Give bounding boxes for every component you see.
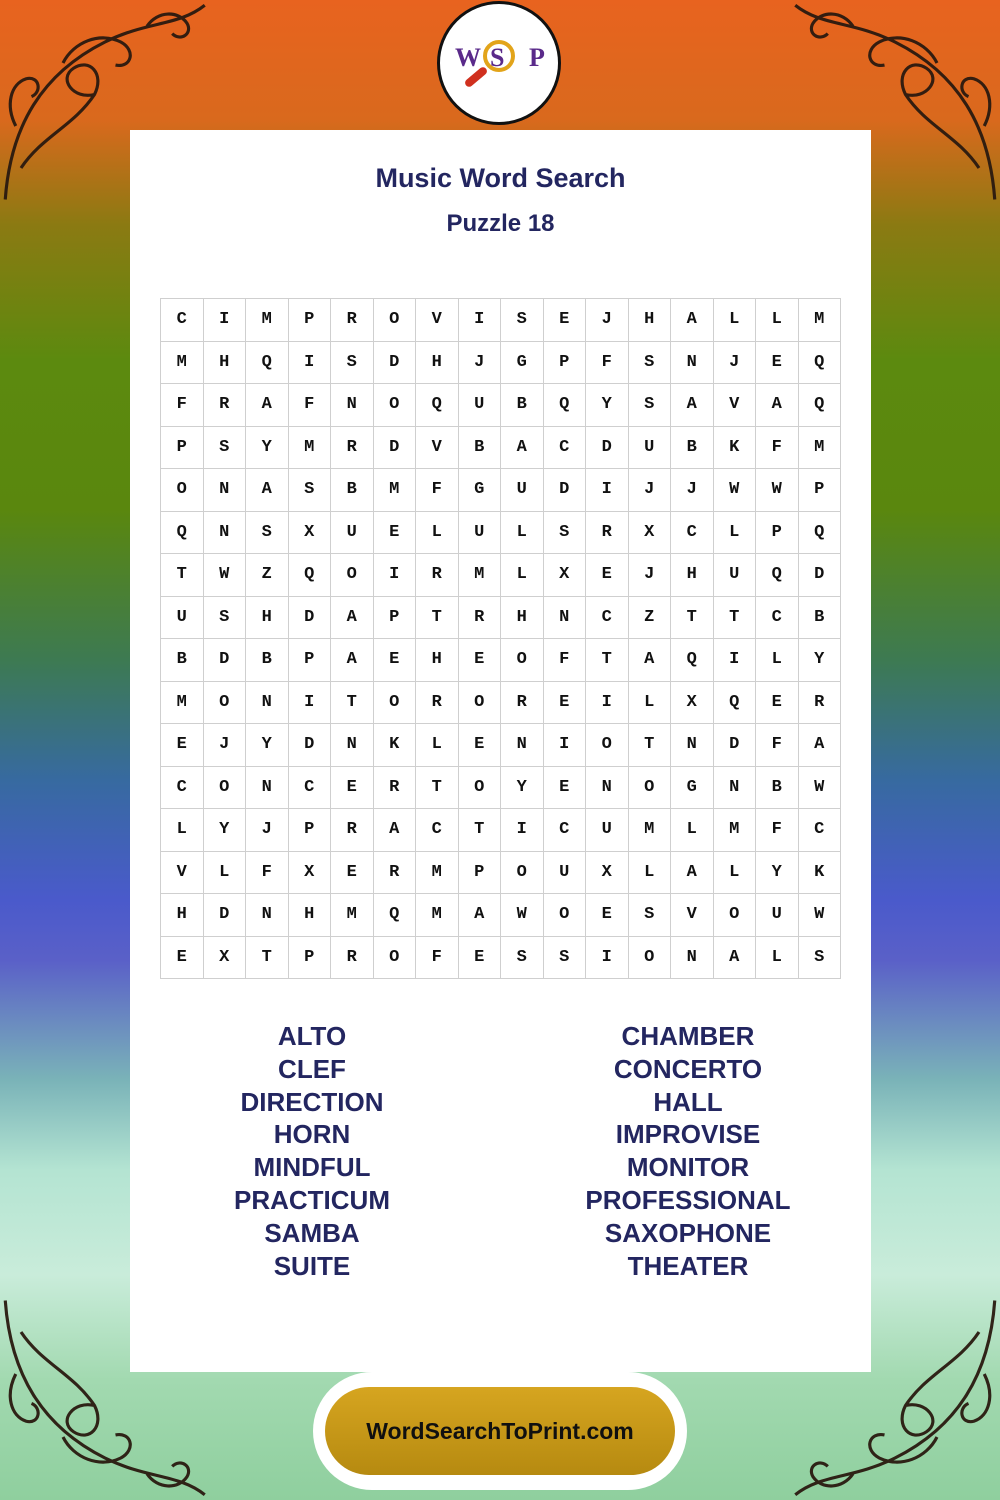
grid-cell: H <box>671 554 714 597</box>
grid-cell: G <box>671 767 714 810</box>
grid-cell: C <box>161 299 204 342</box>
grid-cell: O <box>374 299 417 342</box>
grid-cell: H <box>501 597 544 640</box>
grid-cell: S <box>629 342 672 385</box>
grid-cell: Q <box>671 639 714 682</box>
grid-cell: C <box>416 809 459 852</box>
word-item: PRACTICUM <box>234 1184 390 1215</box>
grid-cell: P <box>544 342 587 385</box>
grid-cell: I <box>586 937 629 980</box>
logo-letter-w: W <box>455 43 481 72</box>
grid-cell: B <box>459 427 502 470</box>
grid-cell: C <box>544 427 587 470</box>
grid-cell: P <box>374 597 417 640</box>
word-item: CONCERTO <box>613 1053 763 1084</box>
grid-cell: R <box>374 852 417 895</box>
grid-cell: O <box>374 682 417 725</box>
grid-cell: E <box>161 937 204 980</box>
grid-cell: H <box>246 597 289 640</box>
word-item: HORN <box>273 1119 351 1150</box>
grid-cell: N <box>671 342 714 385</box>
page-title: Music Word Search <box>375 163 626 193</box>
grid-cell: J <box>204 724 247 767</box>
grid-cell: F <box>756 809 799 852</box>
grid-cell: A <box>331 597 374 640</box>
grid-cell: E <box>756 682 799 725</box>
grid-cell: R <box>331 809 374 852</box>
grid-cell: S <box>544 937 587 980</box>
grid-cell: N <box>586 767 629 810</box>
word-list-right <box>528 1020 848 1282</box>
word-item: DIRECTION <box>240 1086 384 1117</box>
grid-cell: R <box>799 682 842 725</box>
grid-cell: N <box>501 724 544 767</box>
grid-cell: Q <box>544 384 587 427</box>
grid-cell: N <box>204 469 247 512</box>
grid-cell: J <box>459 342 502 385</box>
grid-cell: H <box>204 342 247 385</box>
grid-cell: R <box>501 682 544 725</box>
grid-cell: N <box>331 724 374 767</box>
grid-cell: F <box>161 384 204 427</box>
grid-cell: T <box>714 597 757 640</box>
grid-cell: E <box>586 894 629 937</box>
grid-cell: O <box>586 724 629 767</box>
grid-cell: R <box>331 299 374 342</box>
grid-cell: Q <box>799 512 842 555</box>
grid-cell: P <box>459 852 502 895</box>
grid-cell: J <box>714 342 757 385</box>
grid-cell: R <box>459 597 502 640</box>
grid-cell: D <box>204 894 247 937</box>
logo-letter-s: S <box>490 43 505 72</box>
grid-cell: W <box>714 469 757 512</box>
grid-cell: X <box>289 852 332 895</box>
grid-cell: Y <box>586 384 629 427</box>
grid-cell: V <box>671 894 714 937</box>
grid-cell: Q <box>246 342 289 385</box>
grid-cell: R <box>586 512 629 555</box>
grid-cell: V <box>161 852 204 895</box>
grid-cell: O <box>204 682 247 725</box>
grid-cell: N <box>671 937 714 980</box>
grid-cell: W <box>756 469 799 512</box>
grid-cell: L <box>714 852 757 895</box>
grid-cell: N <box>671 724 714 767</box>
grid-cell: E <box>331 767 374 810</box>
puzzle-number: Puzzle 18 <box>446 210 555 237</box>
grid-cell: J <box>671 469 714 512</box>
grid-cell: I <box>459 299 502 342</box>
grid-cell: U <box>459 512 502 555</box>
grid-cell: M <box>714 809 757 852</box>
grid-cell: M <box>799 299 842 342</box>
grid-cell: Q <box>289 554 332 597</box>
grid-cell: B <box>331 469 374 512</box>
grid-cell: X <box>289 512 332 555</box>
grid-cell: T <box>246 937 289 980</box>
grid-cell: I <box>374 554 417 597</box>
grid-cell: N <box>246 682 289 725</box>
grid-cell: S <box>629 384 672 427</box>
grid-cell: U <box>586 809 629 852</box>
grid-cell: J <box>629 554 672 597</box>
grid-cell: J <box>586 299 629 342</box>
grid-cell: C <box>586 597 629 640</box>
grid-cell: X <box>629 512 672 555</box>
word-item: MONITOR <box>626 1152 750 1183</box>
grid-cell: S <box>331 342 374 385</box>
grid-cell: A <box>629 639 672 682</box>
word-item: ALTO <box>277 1021 347 1051</box>
grid-cell: Y <box>204 809 247 852</box>
grid-cell: N <box>246 767 289 810</box>
grid-cell: Y <box>246 427 289 470</box>
grid-cell: F <box>416 469 459 512</box>
grid-cell: E <box>544 767 587 810</box>
grid-cell: A <box>799 724 842 767</box>
grid-cell: S <box>204 427 247 470</box>
grid-cell: E <box>586 554 629 597</box>
grid-cell: D <box>374 342 417 385</box>
site-logo[interactable] <box>437 1 561 125</box>
letter-grid <box>160 298 841 979</box>
grid-cell: A <box>714 937 757 980</box>
grid-cell: N <box>204 512 247 555</box>
word-item: PROFESSIONAL <box>585 1184 791 1215</box>
grid-cell: Q <box>799 342 842 385</box>
grid-cell: P <box>289 937 332 980</box>
grid-cell: Q <box>714 682 757 725</box>
grid-cell: P <box>161 427 204 470</box>
grid-cell: V <box>714 384 757 427</box>
grid-cell: M <box>416 894 459 937</box>
grid-cell: S <box>501 299 544 342</box>
grid-cell: E <box>459 639 502 682</box>
grid-cell: X <box>586 852 629 895</box>
grid-cell: W <box>501 894 544 937</box>
grid-cell: L <box>416 512 459 555</box>
grid-cell: O <box>501 852 544 895</box>
logo-letter-p: P <box>529 43 545 72</box>
grid-cell: O <box>629 937 672 980</box>
grid-cell: T <box>671 597 714 640</box>
grid-cell: Y <box>246 724 289 767</box>
grid-cell: S <box>501 937 544 980</box>
grid-cell: U <box>161 597 204 640</box>
grid-cell: E <box>544 682 587 725</box>
grid-cell: A <box>459 894 502 937</box>
grid-cell: N <box>714 767 757 810</box>
grid-cell: T <box>416 767 459 810</box>
grid-cell: R <box>416 682 459 725</box>
grid-cell: O <box>459 682 502 725</box>
word-list-left <box>152 1020 472 1282</box>
grid-cell: L <box>416 724 459 767</box>
grid-cell: A <box>756 384 799 427</box>
grid-cell: C <box>289 767 332 810</box>
word-item: CHAMBER <box>621 1021 755 1051</box>
grid-cell: F <box>756 427 799 470</box>
grid-cell: O <box>161 469 204 512</box>
word-item: CLEF <box>278 1053 346 1084</box>
grid-cell: A <box>374 809 417 852</box>
grid-cell: R <box>204 384 247 427</box>
grid-cell: L <box>204 852 247 895</box>
grid-cell: A <box>331 639 374 682</box>
grid-cell: F <box>246 852 289 895</box>
grid-cell: I <box>544 724 587 767</box>
grid-cell: N <box>544 597 587 640</box>
grid-cell: W <box>799 894 842 937</box>
grid-cell: X <box>671 682 714 725</box>
grid-cell: M <box>374 469 417 512</box>
grid-cell: H <box>289 894 332 937</box>
grid-cell: U <box>714 554 757 597</box>
grid-cell: I <box>586 469 629 512</box>
grid-cell: L <box>629 852 672 895</box>
grid-cell: J <box>629 469 672 512</box>
grid-cell: Q <box>161 512 204 555</box>
word-item: SAMBA <box>264 1217 360 1248</box>
grid-cell: V <box>416 299 459 342</box>
grid-cell: A <box>501 427 544 470</box>
grid-cell: I <box>714 639 757 682</box>
grid-cell: D <box>586 427 629 470</box>
grid-cell: P <box>289 299 332 342</box>
grid-cell: K <box>799 852 842 895</box>
grid-cell: O <box>374 384 417 427</box>
grid-cell: O <box>629 767 672 810</box>
grid-cell: X <box>204 937 247 980</box>
grid-cell: M <box>161 682 204 725</box>
grid-cell: U <box>331 512 374 555</box>
grid-cell: M <box>459 554 502 597</box>
grid-cell: M <box>629 809 672 852</box>
grid-cell: A <box>671 384 714 427</box>
grid-cell: B <box>756 767 799 810</box>
grid-cell: P <box>756 512 799 555</box>
grid-cell: F <box>586 342 629 385</box>
grid-cell: S <box>246 512 289 555</box>
grid-cell: Q <box>416 384 459 427</box>
grid-cell: F <box>289 384 332 427</box>
grid-cell: D <box>204 639 247 682</box>
grid-cell: X <box>544 554 587 597</box>
grid-cell: O <box>714 894 757 937</box>
grid-cell: C <box>799 809 842 852</box>
grid-cell: F <box>756 724 799 767</box>
grid-cell: E <box>374 639 417 682</box>
grid-cell: C <box>161 767 204 810</box>
grid-cell: I <box>289 342 332 385</box>
grid-cell: U <box>629 427 672 470</box>
grid-cell: Z <box>629 597 672 640</box>
grid-cell: O <box>374 937 417 980</box>
grid-cell: A <box>246 384 289 427</box>
grid-cell: S <box>544 512 587 555</box>
grid-cell: L <box>714 512 757 555</box>
grid-cell: B <box>246 639 289 682</box>
grid-cell: O <box>501 639 544 682</box>
word-item: SUITE <box>273 1250 351 1281</box>
grid-cell: M <box>289 427 332 470</box>
word-item: MINDFUL <box>253 1152 371 1183</box>
grid-cell: P <box>289 809 332 852</box>
grid-cell: Y <box>501 767 544 810</box>
grid-cell: P <box>799 469 842 512</box>
grid-cell: N <box>246 894 289 937</box>
grid-cell: K <box>374 724 417 767</box>
grid-cell: E <box>756 342 799 385</box>
grid-cell: L <box>501 554 544 597</box>
grid-cell: A <box>246 469 289 512</box>
grid-cell: A <box>671 852 714 895</box>
grid-cell: Z <box>246 554 289 597</box>
grid-cell: V <box>416 427 459 470</box>
grid-cell: I <box>289 682 332 725</box>
grid-cell: E <box>544 299 587 342</box>
grid-cell: L <box>756 639 799 682</box>
grid-cell: I <box>501 809 544 852</box>
grid-cell: H <box>161 894 204 937</box>
word-item: SAXOPHONE <box>604 1217 772 1248</box>
grid-cell: I <box>586 682 629 725</box>
grid-cell: W <box>799 767 842 810</box>
grid-cell: R <box>331 937 374 980</box>
grid-cell: O <box>331 554 374 597</box>
grid-cell: Q <box>756 554 799 597</box>
grid-cell: N <box>331 384 374 427</box>
grid-cell: T <box>459 809 502 852</box>
grid-cell: S <box>289 469 332 512</box>
grid-cell: K <box>714 427 757 470</box>
grid-cell: R <box>416 554 459 597</box>
grid-cell: H <box>629 299 672 342</box>
grid-cell: U <box>459 384 502 427</box>
grid-cell: L <box>671 809 714 852</box>
grid-cell: S <box>629 894 672 937</box>
grid-cell: S <box>799 937 842 980</box>
grid-cell: T <box>586 639 629 682</box>
grid-cell: O <box>459 767 502 810</box>
grid-cell: U <box>756 894 799 937</box>
grid-cell: M <box>246 299 289 342</box>
grid-cell: L <box>756 299 799 342</box>
grid-cell: E <box>459 937 502 980</box>
grid-cell: L <box>161 809 204 852</box>
grid-cell: D <box>289 597 332 640</box>
grid-cell: L <box>756 937 799 980</box>
grid-cell: S <box>204 597 247 640</box>
grid-cell: F <box>544 639 587 682</box>
grid-cell: C <box>756 597 799 640</box>
grid-cell: D <box>714 724 757 767</box>
grid-cell: J <box>246 809 289 852</box>
grid-cell: T <box>161 554 204 597</box>
grid-cell: M <box>799 427 842 470</box>
grid-cell: Y <box>756 852 799 895</box>
grid-cell: W <box>204 554 247 597</box>
grid-cell: Q <box>374 894 417 937</box>
grid-cell: D <box>374 427 417 470</box>
grid-cell: G <box>501 342 544 385</box>
grid-cell: B <box>671 427 714 470</box>
grid-cell: M <box>416 852 459 895</box>
grid-cell: T <box>331 682 374 725</box>
grid-cell: C <box>671 512 714 555</box>
grid-cell: E <box>459 724 502 767</box>
grid-cell: D <box>544 469 587 512</box>
grid-cell: F <box>416 937 459 980</box>
word-item: HALL <box>653 1086 723 1117</box>
grid-cell: T <box>629 724 672 767</box>
grid-cell: L <box>501 512 544 555</box>
grid-cell: Q <box>799 384 842 427</box>
grid-cell: H <box>416 342 459 385</box>
grid-cell: O <box>544 894 587 937</box>
grid-cell: L <box>629 682 672 725</box>
grid-cell: L <box>714 299 757 342</box>
grid-cell: R <box>374 767 417 810</box>
grid-cell: E <box>374 512 417 555</box>
word-item: IMPROVISE <box>615 1119 761 1150</box>
grid-cell: H <box>416 639 459 682</box>
word-item: THEATER <box>627 1250 749 1281</box>
grid-cell: T <box>416 597 459 640</box>
grid-cell: M <box>331 894 374 937</box>
grid-cell: P <box>289 639 332 682</box>
grid-cell: R <box>331 427 374 470</box>
grid-cell: E <box>331 852 374 895</box>
grid-cell: O <box>204 767 247 810</box>
grid-cell: B <box>501 384 544 427</box>
grid-cell: B <box>799 597 842 640</box>
grid-cell: U <box>501 469 544 512</box>
grid-cell: U <box>544 852 587 895</box>
grid-cell: E <box>161 724 204 767</box>
grid-cell: Y <box>799 639 842 682</box>
grid-cell: I <box>204 299 247 342</box>
grid-cell: D <box>289 724 332 767</box>
grid-cell: G <box>459 469 502 512</box>
grid-cell: C <box>544 809 587 852</box>
grid-cell: A <box>671 299 714 342</box>
footer-site-link[interactable]: WordSearchToPrint.com <box>325 1387 675 1475</box>
grid-cell: D <box>799 554 842 597</box>
grid-cell: M <box>161 342 204 385</box>
grid-cell: B <box>161 639 204 682</box>
